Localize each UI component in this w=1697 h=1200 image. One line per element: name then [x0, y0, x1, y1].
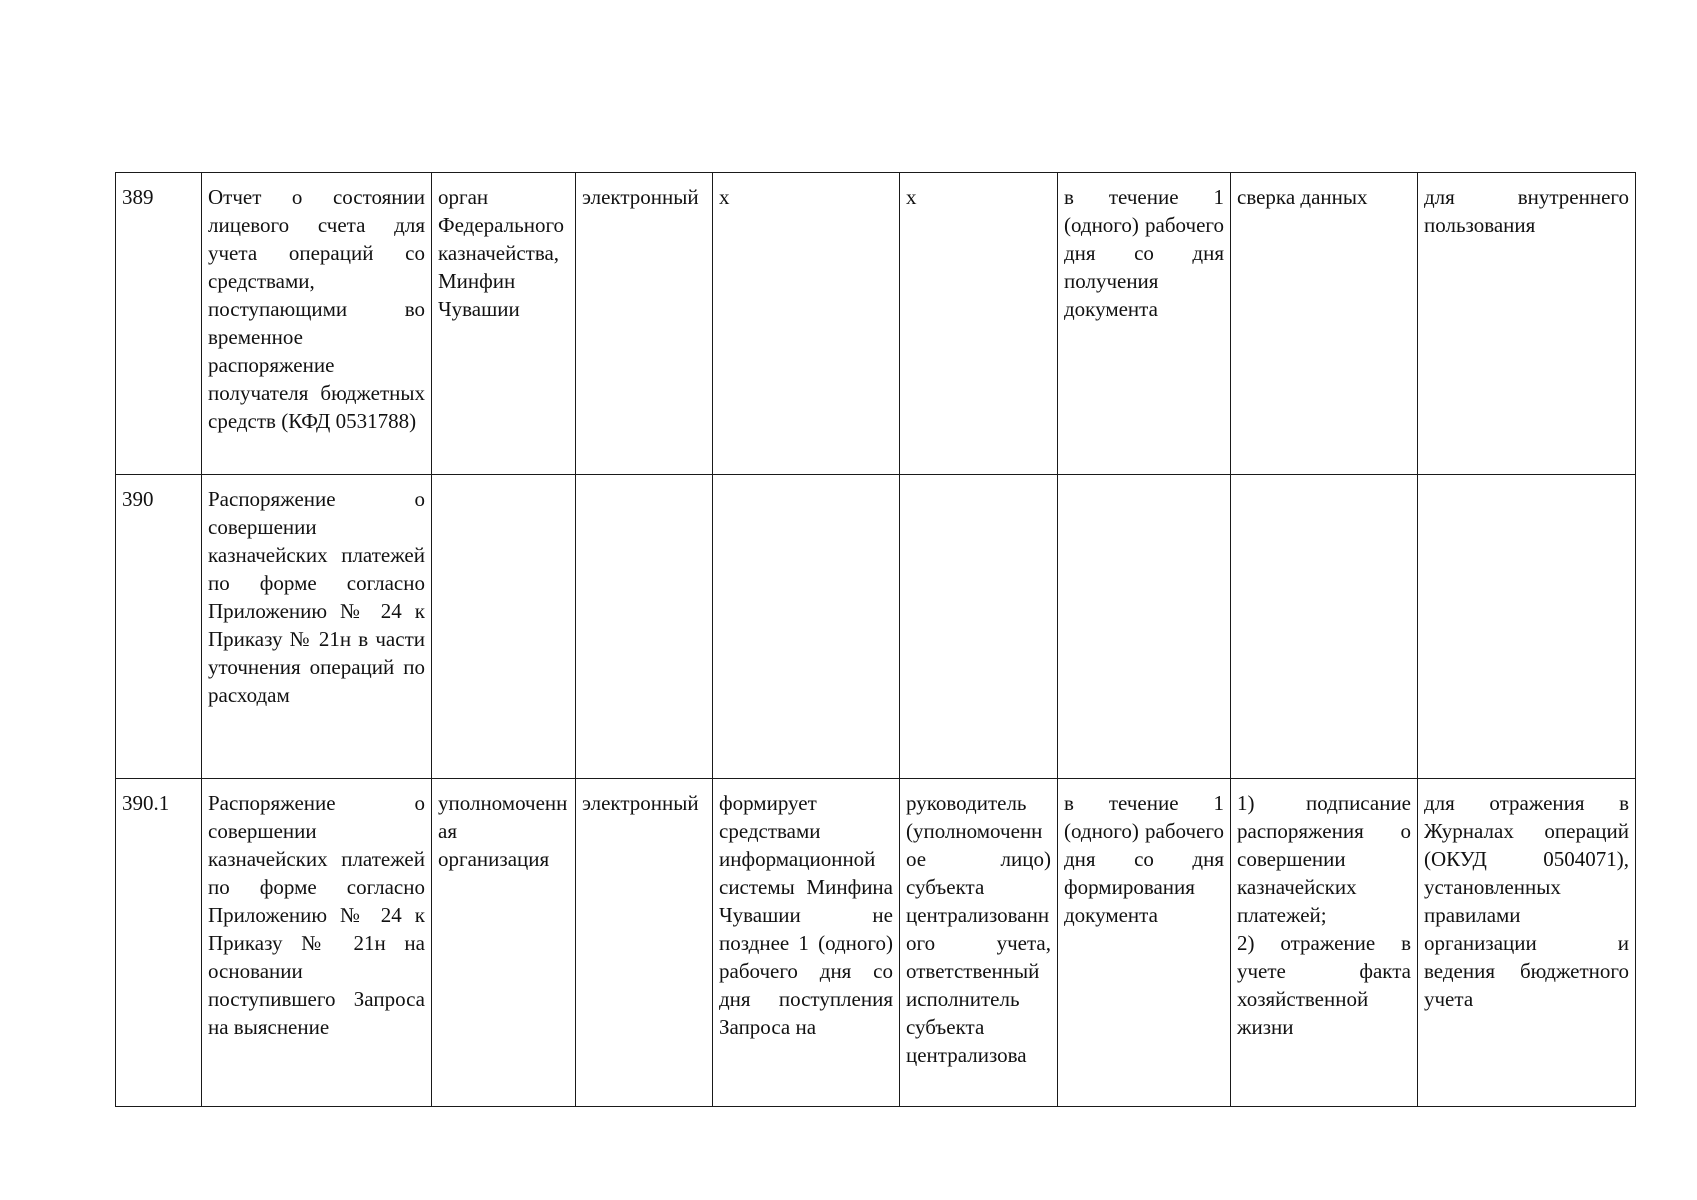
document-deadline [1058, 475, 1231, 778]
document-purpose: для отражения в Журналах операций (ОКУД 0504071), установленных правилами организации и ведения бюджетного учета [1418, 778, 1636, 1106]
table-row [116, 475, 1636, 778]
document-action: 1) подписание распоряжения о совершении казначейских платежей; 2) отражение в учете факта хозяйственной жизни [1231, 778, 1418, 1106]
table-row [116, 173, 1636, 475]
document-signer: руководитель (уполномоченное лицо) субъекта централизованного учета, ответственный исполнитель субъекта централизова [900, 778, 1058, 1106]
document-source: уполномоченная организация [432, 778, 576, 1106]
document-name: Распоряжение о совершении казначейских платежей по форме согласно Приложению № 24 к Приказу № 21н на основании поступившего Запроса на выяснение [202, 778, 432, 1106]
document-signer [900, 475, 1058, 778]
document-form: электронный [576, 173, 713, 475]
document-action [1231, 475, 1418, 778]
document-preparer [713, 475, 900, 778]
document-name: Отчет о состоянии лицевого счета для учета операций со средствами, поступающими во временное распоряжение получателя бюджетных средств (КФД 0531788) [202, 173, 432, 475]
row-number: 390.1 [116, 778, 202, 1106]
document-form [576, 475, 713, 778]
document-form: электронный [576, 778, 713, 1106]
document-preparer: формирует средствами информационной системы Минфина Чувашии не позднее 1 (одного) рабочего дня со дня поступления Запроса на [713, 778, 900, 1106]
accounting-documents-table [115, 172, 1636, 1107]
document-deadline: в течение 1 (одного) рабочего дня со дня получения документа [1058, 173, 1231, 475]
document-action: сверка данных [1231, 173, 1418, 475]
document-purpose: для внутреннего пользования [1418, 173, 1636, 475]
document-source: орган Федерального казначейства, Минфин Чувашии [432, 173, 576, 475]
document-source [432, 475, 576, 778]
row-number: 390 [116, 475, 202, 778]
document-preparer: х [713, 173, 900, 475]
document-signer: х [900, 173, 1058, 475]
document-name: Распоряжение о совершении казначейских платежей по форме согласно Приложению № 24 к Приказу № 21н в части уточнения операций по расходам [202, 475, 432, 778]
row-number: 389 [116, 173, 202, 475]
table-row [116, 778, 1636, 1106]
document-purpose [1418, 475, 1636, 778]
document-deadline: в течение 1 (одного) рабочего дня со дня формирования документа [1058, 778, 1231, 1106]
